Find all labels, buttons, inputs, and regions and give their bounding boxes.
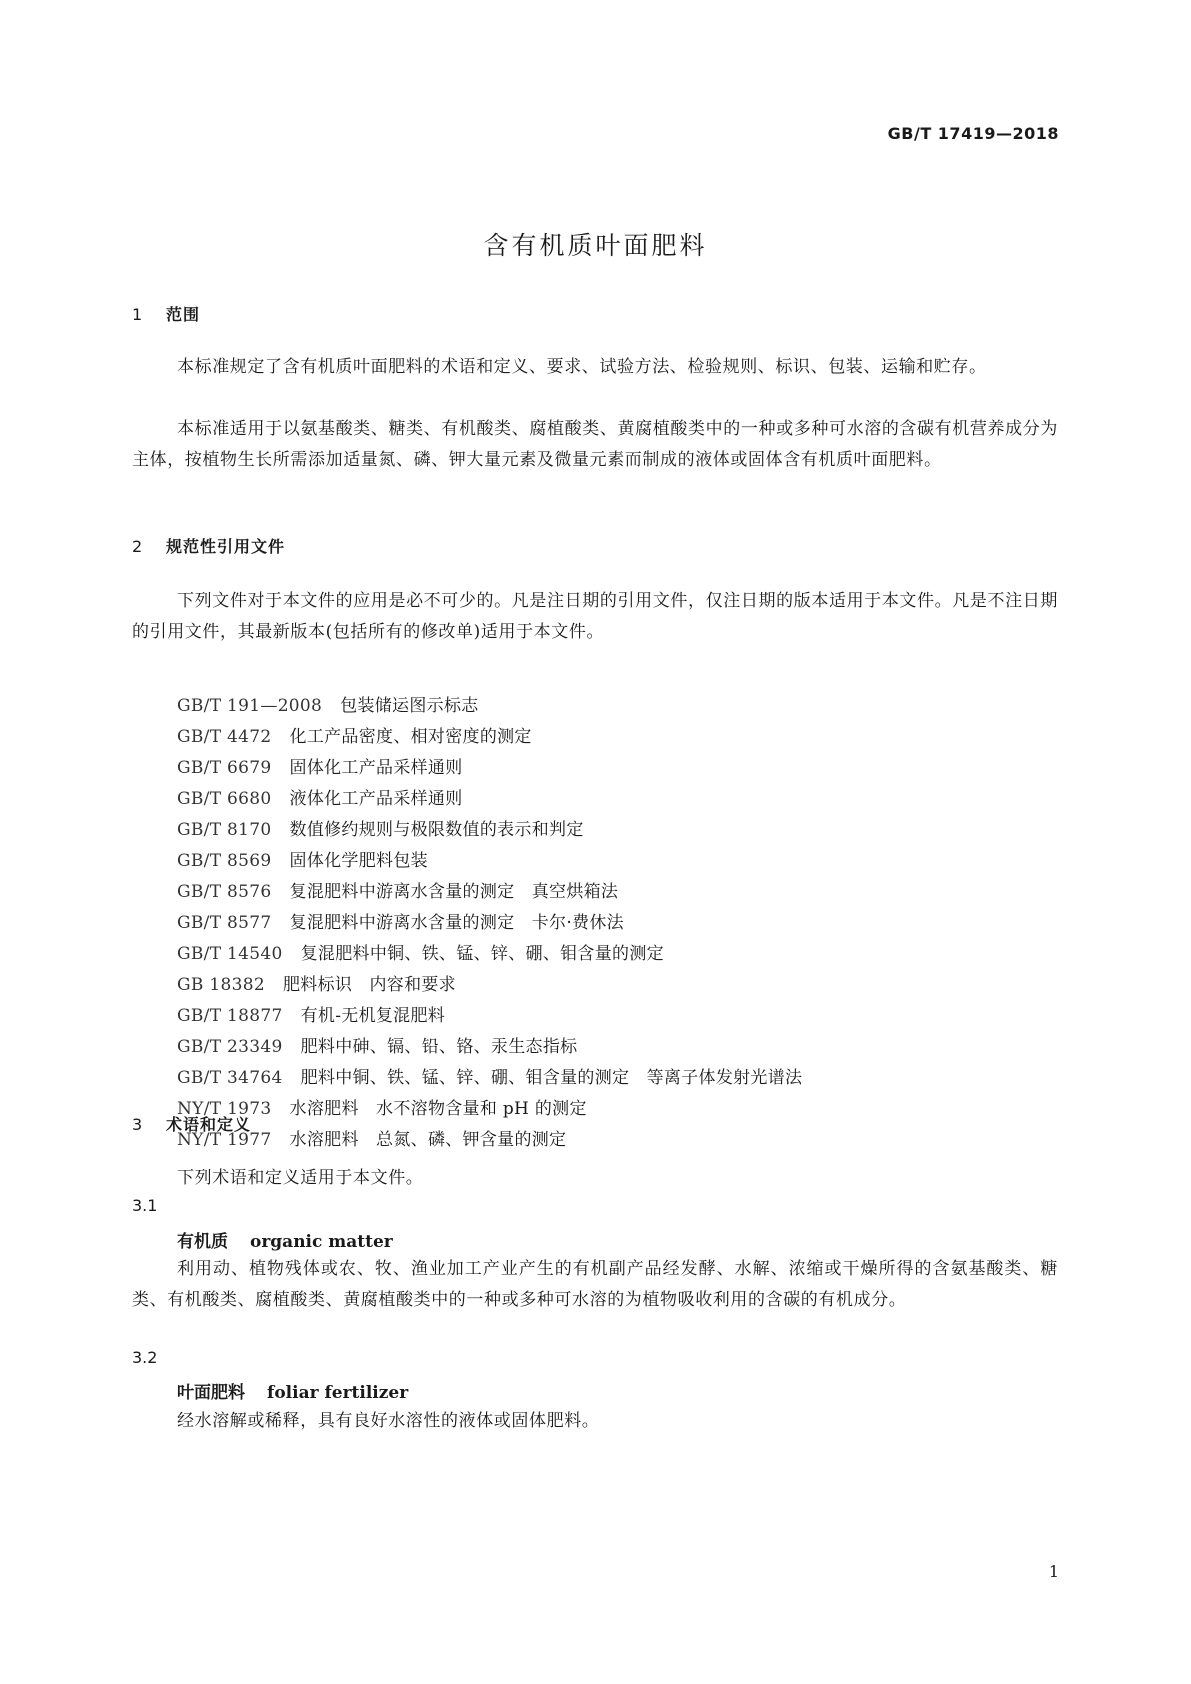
reference-item xyxy=(177,1063,802,1094)
reference-code: GB/T 8576 xyxy=(177,882,272,902)
section-number: 3 xyxy=(132,1115,144,1134)
reference-code: GB/T 23349 xyxy=(177,1037,283,1057)
reference-code: GB/T 34764 xyxy=(177,1068,283,1088)
reference-code: GB/T 8170 xyxy=(177,820,272,840)
reference-code: GB/T 8569 xyxy=(177,851,272,871)
reference-item xyxy=(177,1125,802,1156)
term-chinese: 有机质 xyxy=(177,1232,228,1252)
reference-item xyxy=(177,846,802,877)
section-title: 术语和定义 xyxy=(166,1115,252,1134)
reference-title: 有机-无机复混肥料 xyxy=(300,1006,446,1026)
scope-paragraph-2: 本标准适用于以氨基酸类、糖类、有机酸类、腐植酸类、黄腐植酸类中的一种或多种可水溶的含碳有机营养成分为主体，按植物生长所需添加适量氮、磷、钾大量元素及微量元素而制成的液体或固体含有机质叶面肥料。 xyxy=(132,419,1058,470)
reference-item xyxy=(177,691,802,722)
reference-item xyxy=(177,1001,802,1032)
terms-intro: 下列术语和定义适用于本文件。 xyxy=(177,1168,424,1188)
term-english: organic matter xyxy=(250,1232,393,1252)
reference-title: 肥料标识 内容和要求 xyxy=(282,975,456,995)
page-number: 1 xyxy=(1048,1562,1059,1581)
reference-item xyxy=(177,1094,802,1125)
reference-code: GB/T 8577 xyxy=(177,913,272,933)
reference-title: 水溶肥料 水不溶物含量和 pH 的测定 xyxy=(289,1099,587,1119)
term-heading xyxy=(177,1227,393,1252)
reference-item xyxy=(177,722,802,753)
reference-code: GB/T 18877 xyxy=(177,1006,283,1026)
reference-title: 包装储运图示标志 xyxy=(340,696,479,716)
reference-item xyxy=(177,970,802,1001)
term-number: 3.2 xyxy=(132,1348,158,1367)
term-definition: 利用动、植物残体或农、牧、渔业加工产业产生的有机副产品经发酵、水解、浓缩或干燥所得的含氨基酸类、糖类、有机酸类、腐植酸类、黄腐植酸类中的一种或多种可水溶的为植物吸收利用的含碳的有机成分。 xyxy=(132,1259,1058,1310)
reference-code: GB 18382 xyxy=(177,975,265,995)
standard-number: GB/T 17419—2018 xyxy=(887,124,1059,143)
reference-list xyxy=(177,691,802,1156)
reference-code: GB/T 4472 xyxy=(177,727,272,747)
term-number: 3.1 xyxy=(132,1196,158,1215)
reference-item xyxy=(177,1032,802,1063)
reference-title: 液体化工产品采样通则 xyxy=(289,789,463,809)
section-1-heading xyxy=(132,302,200,325)
scope-paragraph-1: 本标准规定了含有机质叶面肥料的术语和定义、要求、试验方法、检验规则、标识、包装、运输和贮存。 xyxy=(177,357,987,377)
reference-item xyxy=(177,815,802,846)
section-number: 1 xyxy=(132,305,144,324)
term-english: foliar fertilizer xyxy=(267,1383,409,1403)
reference-title: 复混肥料中游离水含量的测定 真空烘箱法 xyxy=(289,882,619,902)
reference-title: 化工产品密度、相对密度的测定 xyxy=(289,727,532,747)
reference-item xyxy=(177,753,802,784)
reference-code: GB/T 6679 xyxy=(177,758,272,778)
reference-code: GB/T 6680 xyxy=(177,789,272,809)
reference-item xyxy=(177,877,802,908)
section-title: 规范性引用文件 xyxy=(166,537,286,556)
document-title: 含有机质叶面肥料 xyxy=(483,231,708,260)
reference-code: GB/T 191—2008 xyxy=(177,696,323,716)
term-definition: 经水溶解或稀释，具有良好水溶性的液体或固体肥料。 xyxy=(177,1411,600,1431)
reference-title: 数值修约规则与极限数值的表示和判定 xyxy=(289,820,584,840)
section-title: 范围 xyxy=(166,305,201,324)
term-chinese: 叶面肥料 xyxy=(177,1383,245,1403)
reference-title: 水溶肥料 总氮、磷、钾含量的测定 xyxy=(289,1130,567,1150)
reference-item xyxy=(177,784,802,815)
reference-title: 复混肥料中游离水含量的测定 卡尔·费休法 xyxy=(289,913,624,933)
section-2-heading xyxy=(132,534,285,557)
term-heading xyxy=(177,1378,408,1403)
reference-code: GB/T 14540 xyxy=(177,944,283,964)
reference-title: 肥料中砷、镉、铅、铬、汞生态指标 xyxy=(300,1037,578,1057)
reference-title: 固体化工产品采样通则 xyxy=(289,758,463,778)
reference-code: NY/T 1973 xyxy=(177,1099,272,1119)
reference-title: 复混肥料中铜、铁、锰、锌、硼、钼含量的测定 xyxy=(300,944,664,964)
section-3-heading xyxy=(132,1112,251,1135)
reference-title: 肥料中铜、铁、锰、锌、硼、钼含量的测定 等离子体发射光谱法 xyxy=(300,1068,803,1088)
reference-title: 固体化学肥料包装 xyxy=(289,851,428,871)
references-intro: 下列文件对于本文件的应用是必不可少的。凡是注日期的引用文件，仅注日期的版本适用于本文件。凡是不注日期的引用文件，其最新版本(包括所有的修改单)适用于本文件。 xyxy=(132,591,1058,642)
section-number: 2 xyxy=(132,537,144,556)
reference-item xyxy=(177,939,802,970)
reference-code: NY/T 1977 xyxy=(177,1130,272,1150)
reference-item xyxy=(177,908,802,939)
